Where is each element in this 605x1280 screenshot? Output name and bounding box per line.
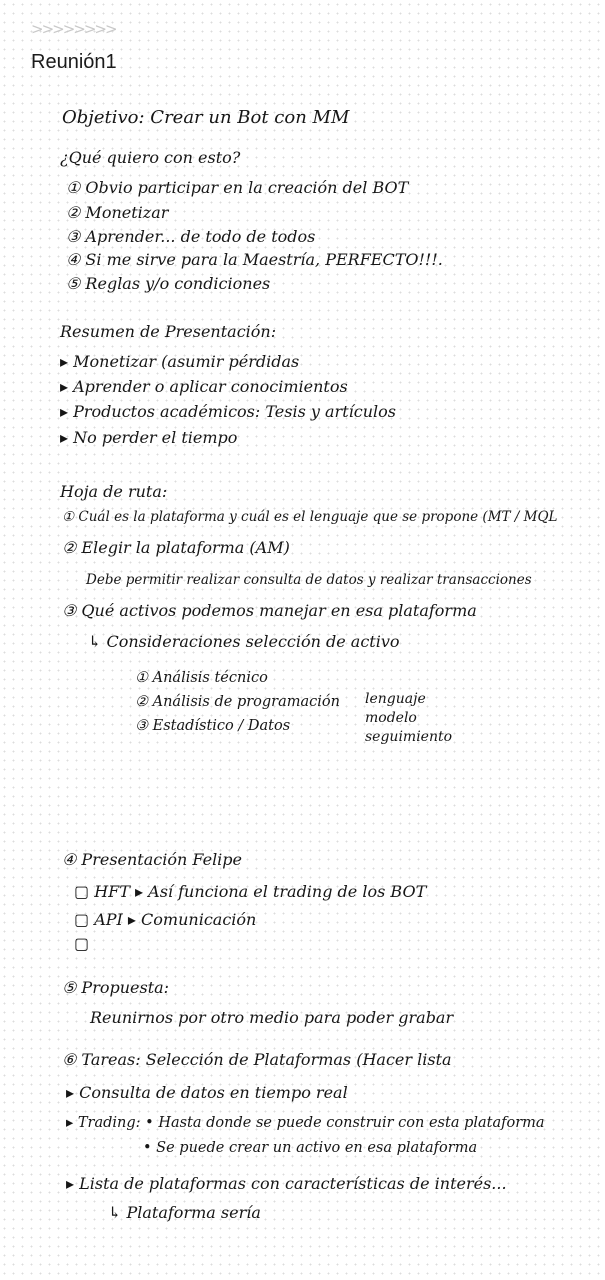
tareas-subitem: • Se puede crear un activo en esa plataforma bbox=[143, 1140, 478, 1156]
hoja-subitem: ③ Estadístico / Datos bbox=[135, 718, 291, 734]
propuesta-text: Reunirnos por otro medio para poder grabar bbox=[90, 1008, 454, 1027]
hoja-subitem: ① Análisis técnico bbox=[135, 670, 268, 686]
breadcrumb-chevrons[interactable]: >>>>>>>> bbox=[31, 20, 116, 38]
side-notes bbox=[365, 690, 452, 747]
goal-item: ④ Si me sirve para la Maestría, PERFECTO!!!. bbox=[66, 250, 443, 269]
goal-item: ⑤ Reglas y/o condiciones bbox=[66, 274, 271, 293]
tareas-subitem: ↳ Plataforma sería bbox=[108, 1203, 261, 1222]
side-note-item: modelo bbox=[365, 710, 417, 726]
hoja-item: ↳ Consideraciones selección de activo bbox=[88, 632, 400, 651]
resumen-item: ▸ Productos académicos: Tesis y artículos bbox=[60, 402, 396, 421]
side-note-item: lenguaje bbox=[365, 691, 426, 707]
hoja-subitem: ② Análisis de programación bbox=[135, 694, 340, 710]
objetivo-line: Objetivo: Crear un Bot con MM bbox=[62, 107, 350, 128]
question-line: ¿Qué quiero con esto? bbox=[60, 148, 241, 167]
resumen-item: ▸ Monetizar (asumir pérdidas bbox=[60, 352, 300, 371]
hoja-item: ② Elegir la plataforma (AM) bbox=[62, 538, 290, 557]
resumen-heading: Resumen de Presentación: bbox=[60, 322, 277, 341]
goal-item: ② Monetizar bbox=[66, 203, 169, 222]
page-title: Reunión1 bbox=[31, 51, 117, 73]
side-note-item: seguimiento bbox=[365, 729, 453, 745]
presentacion-heading: ④ Presentación Felipe bbox=[62, 850, 243, 869]
hoja-item: Debe permitir realizar consulta de datos y realizar transacciones bbox=[86, 572, 532, 588]
presentacion-item: ▢ HFT ▸ Así funciona el trading de los BOT bbox=[74, 882, 427, 901]
propuesta-heading: ⑤ Propuesta: bbox=[62, 978, 170, 997]
tareas-item: ▸ Trading: • Hasta donde se puede construir con esta plataforma bbox=[66, 1115, 545, 1131]
hoja-item: ① Cuál es la plataforma y cuál es el lenguaje que se propone (MT / MQL bbox=[62, 509, 558, 525]
goal-item: ① Obvio participar en la creación del BOT bbox=[66, 178, 409, 197]
hoja-item: ③ Qué activos podemos manejar en esa plataforma bbox=[62, 601, 477, 620]
resumen-item: ▸ Aprender o aplicar conocimientos bbox=[60, 377, 348, 396]
hoja-heading: Hoja de ruta: bbox=[60, 482, 168, 501]
goal-item: ③ Aprender... de todo de todos bbox=[66, 227, 316, 246]
presentacion-item: ▢ API ▸ Comunicación bbox=[74, 910, 257, 929]
tareas-item: ▸ Consulta de datos en tiempo real bbox=[66, 1083, 348, 1102]
tareas-heading: ⑥ Tareas: Selección de Plataformas (Hacer lista bbox=[62, 1050, 452, 1069]
tareas-item: ▸ Lista de plataformas con características de interés... bbox=[66, 1174, 507, 1193]
resumen-item: ▸ No perder el tiempo bbox=[60, 428, 238, 447]
presentacion-item: ▢ bbox=[74, 934, 90, 953]
